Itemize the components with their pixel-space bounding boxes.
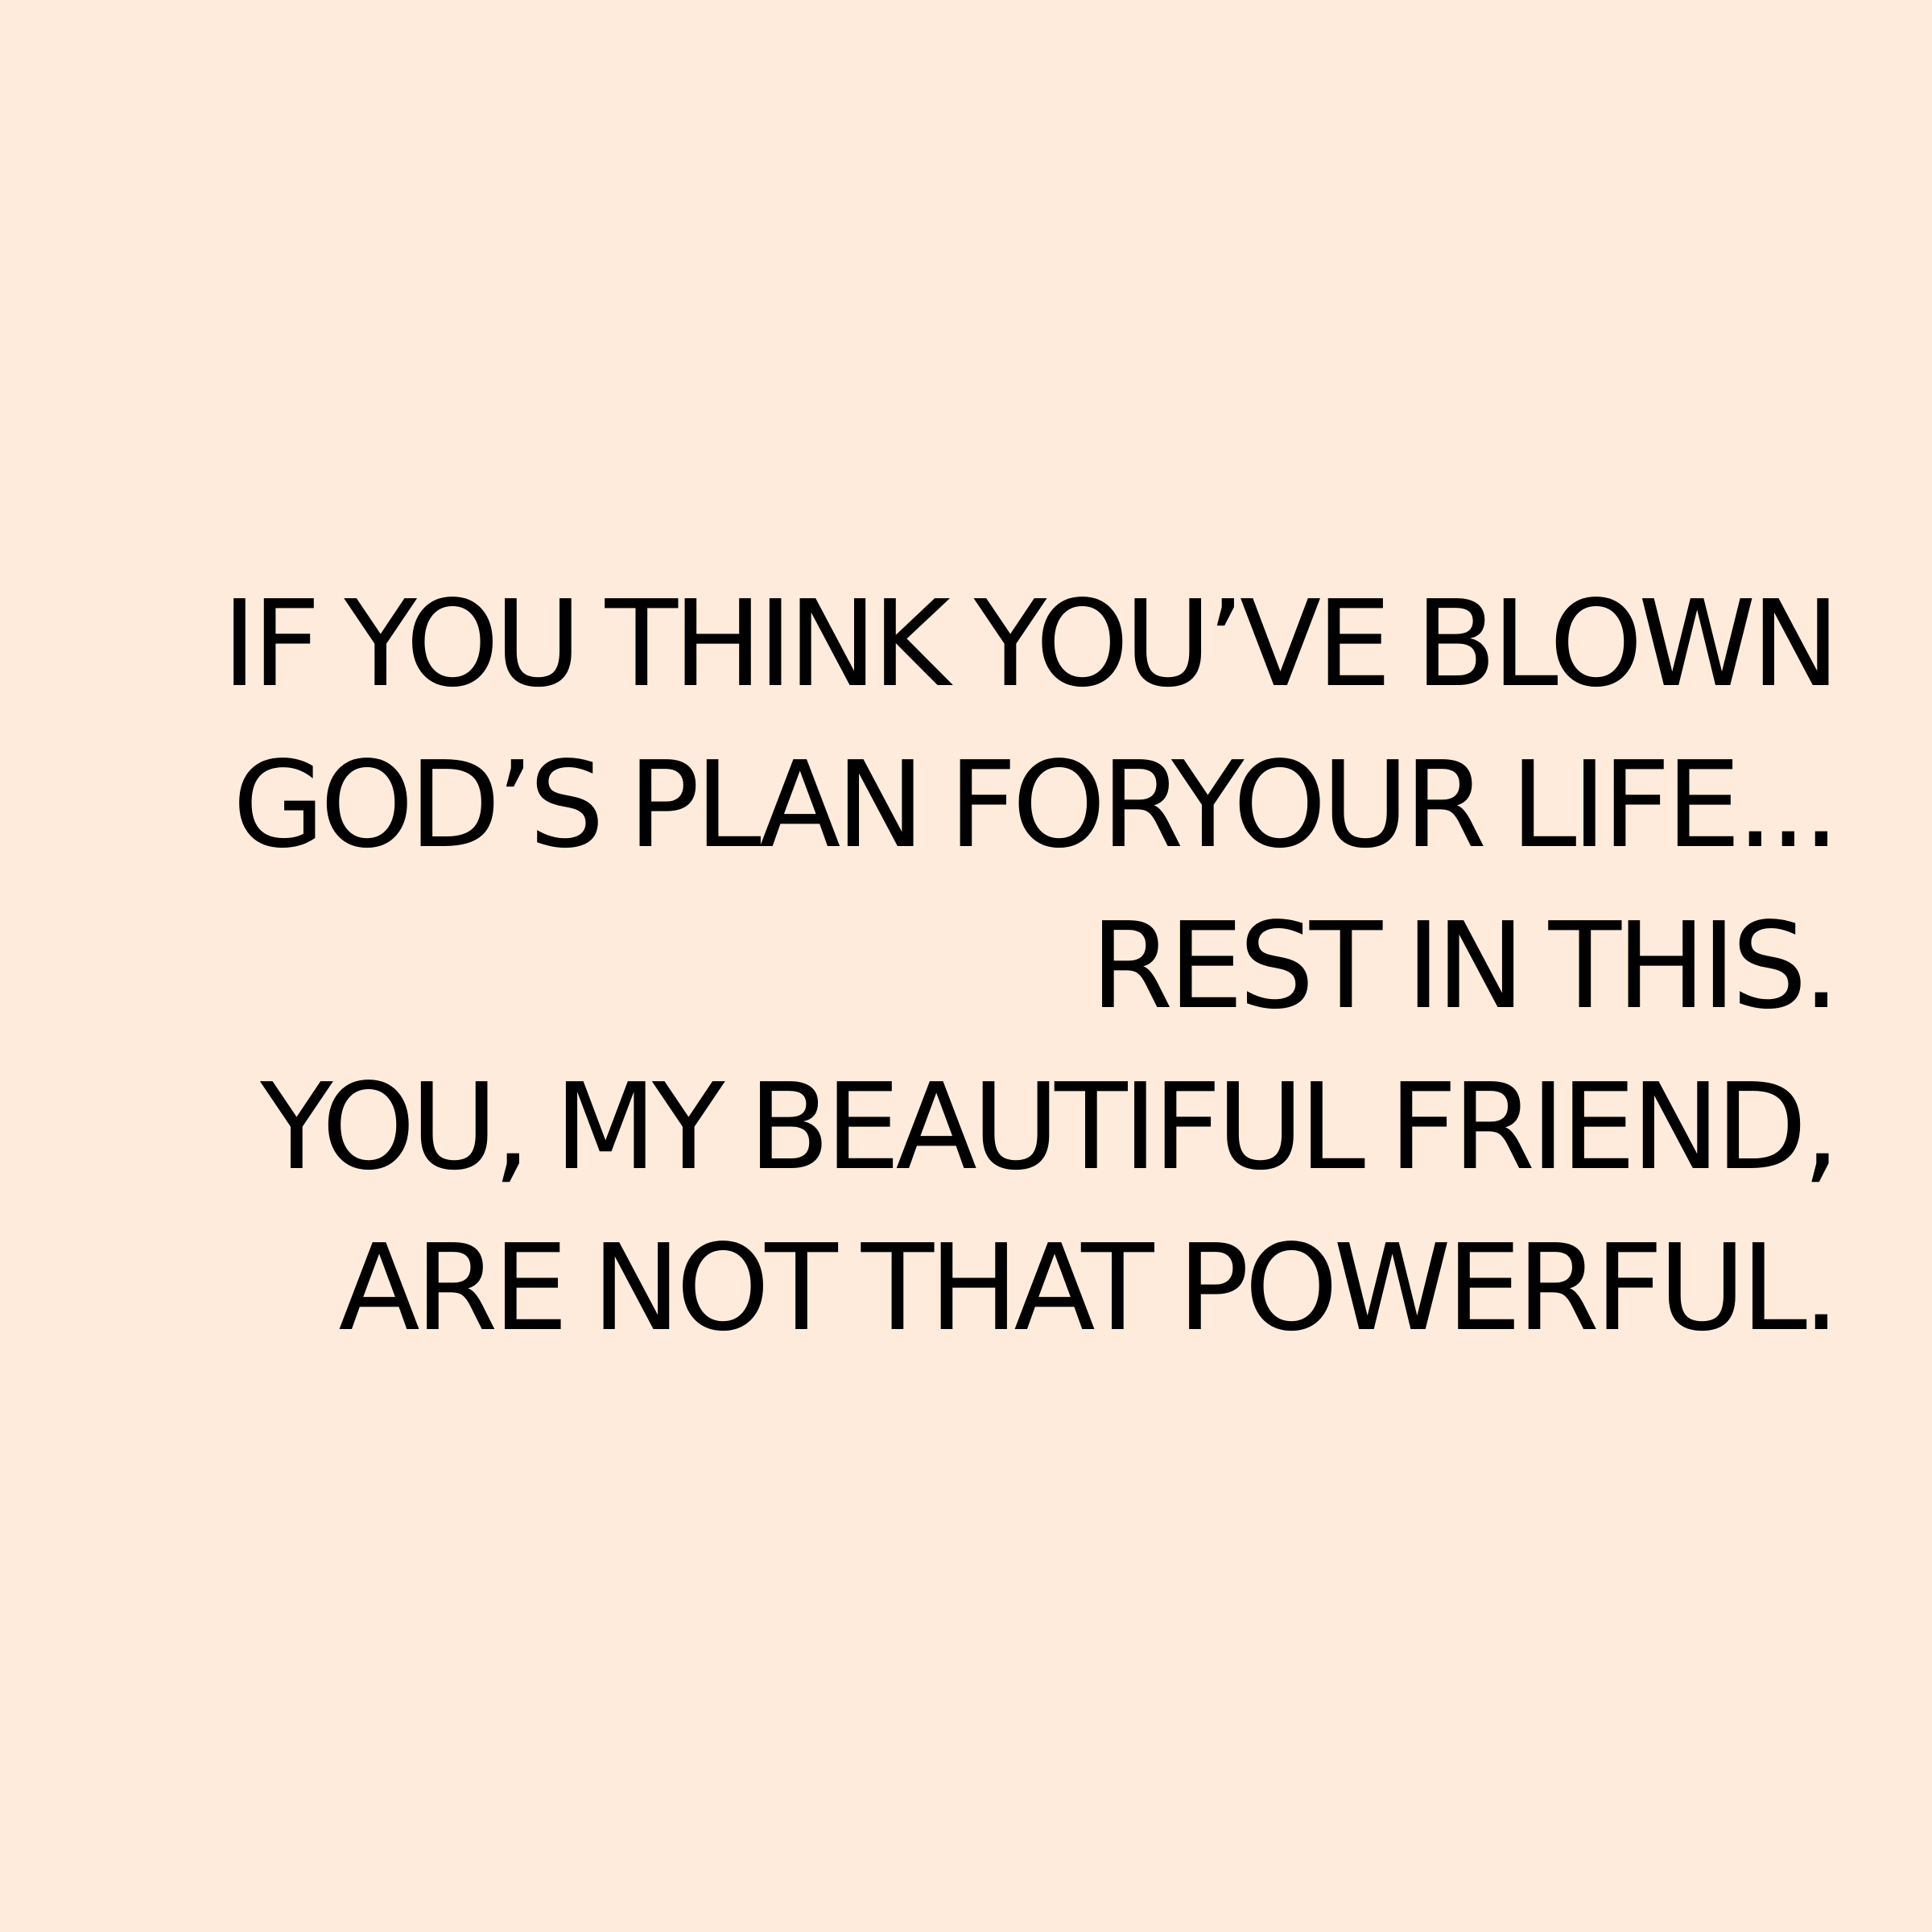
quote-text	[145, 564, 1835, 1368]
quote-line-3: REST IN THIS.	[1090, 897, 1835, 1035]
quote-line-5: ARE NOT THAT POWERFUL.	[338, 1219, 1835, 1357]
quote-line-2: GOD’S PLAN FORYOUR LIFE...	[232, 736, 1835, 874]
quote-line-4: YOU, MY BEAUTIFUL FRIEND,	[260, 1058, 1835, 1196]
quote-line-1: IF YOU THINK YOU’VE BLOWN	[221, 575, 1835, 713]
